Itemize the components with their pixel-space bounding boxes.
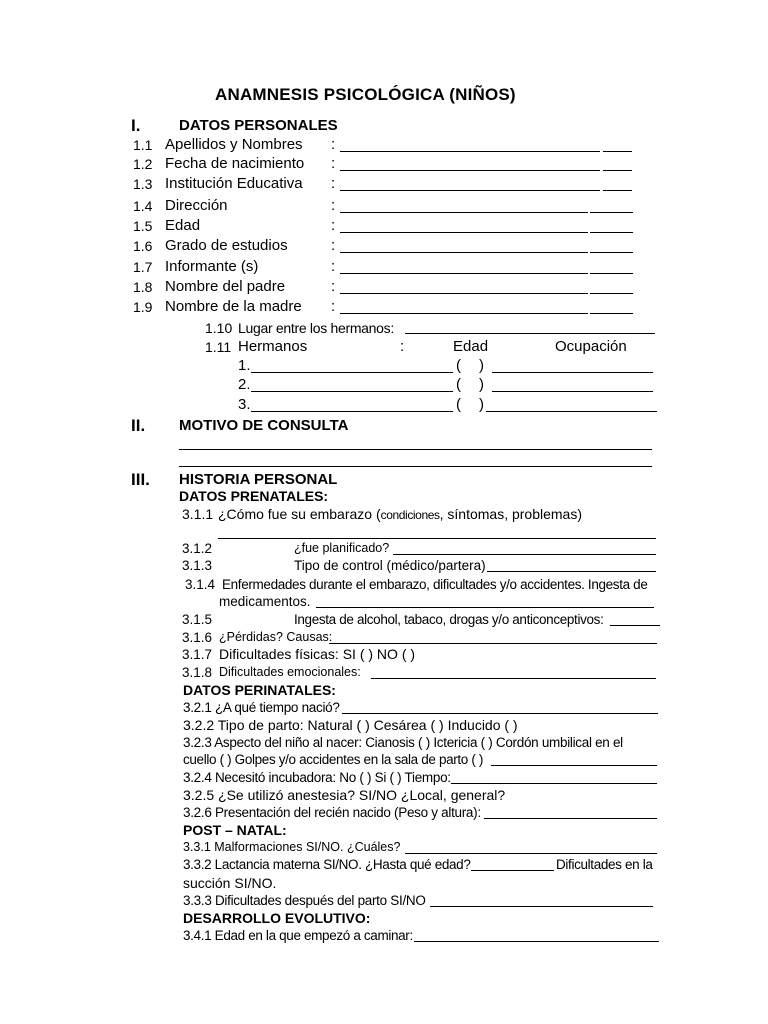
field-1-2-label: Fecha de nacimiento <box>165 155 305 172</box>
q-3-1-4-number: 3.1.4 <box>185 577 216 592</box>
desarrollo-heading: DESARROLLO EVOLUTIVO: <box>183 910 371 926</box>
sibling-row-2-occupation-line[interactable] <box>492 391 653 392</box>
field-1-6-label: Grado de estudios <box>165 237 288 254</box>
field-1-9-number: 1.9 <box>133 299 153 315</box>
field-1-3-input-line[interactable] <box>340 190 600 191</box>
paren-open: ( <box>456 396 461 413</box>
field-1-4-input-line[interactable] <box>340 212 588 213</box>
column-header-edad: Edad <box>453 338 489 355</box>
field-colon: : <box>331 217 336 234</box>
sibling-row-3-name-line[interactable] <box>251 411 453 412</box>
field-1-5-input-line[interactable] <box>340 232 588 233</box>
q-3-1-2-text: ¿fue planificado? <box>294 541 390 555</box>
q-3-3-2-text: 3.3.2 Lactancia materna SI/NO. ¿Hasta qué edad? <box>183 857 471 872</box>
field-1-8-label: Nombre del padre <box>165 278 286 295</box>
field-1-1-input-line[interactable] <box>340 151 600 152</box>
field-colon: : <box>331 258 336 275</box>
q-3-1-2-number: 3.1.2 <box>182 541 213 556</box>
field-1-5-input-line-end[interactable] <box>590 232 633 233</box>
q-3-1-5-answer-line[interactable] <box>610 625 660 626</box>
field-1-10-input-line[interactable] <box>405 333 655 334</box>
section-2-numeral: II. <box>131 416 146 435</box>
sibling-row-2-name-line[interactable] <box>251 391 453 392</box>
q-3-2-3-text: 3.2.3 Aspecto del niño al nacer: Cianosis ( ) Ictericia ( ) Cordón umbilical en el <box>183 735 623 750</box>
q-3-2-1-text: 3.2.1 ¿A qué tiempo nació? <box>183 700 340 715</box>
field-colon: : <box>331 155 336 172</box>
q-3-2-4-text: 3.2.4 Necesitó incubadora: No ( ) Si ( ) Tiempo: <box>183 770 451 785</box>
field-1-1-number: 1.1 <box>133 137 153 153</box>
section-2-heading: MOTIVO DE CONSULTA <box>179 417 349 434</box>
q-3-1-8-answer-line[interactable] <box>371 678 656 679</box>
q-3-3-1-answer-line[interactable] <box>405 853 657 854</box>
postnatal-heading: POST – NATAL: <box>183 822 287 838</box>
section-1-heading: DATOS PERSONALES <box>179 117 338 134</box>
q-3-3-2-text-cont: succión SI/NO. <box>183 875 277 891</box>
field-1-1-label: Apellidos y Nombres <box>165 136 303 153</box>
field-1-9-input-line[interactable] <box>340 313 588 314</box>
field-1-9-label: Nombre de la madre <box>165 298 302 315</box>
sibling-row-1-occupation-line[interactable] <box>492 372 653 373</box>
q-3-1-7-text: Dificultades físicas: SI ( ) NO ( ) <box>219 646 416 662</box>
paren-close: ) <box>479 396 484 413</box>
q-3-2-2-text: 3.2.2 Tipo de parto: Natural ( ) Cesárea ( ) Inducido ( ) <box>183 717 518 733</box>
paren-close: ) <box>479 357 484 374</box>
section-1-numeral: I. <box>131 116 141 135</box>
field-colon: : <box>400 338 405 355</box>
q-3-1-8-number: 3.1.8 <box>182 665 213 680</box>
section-3-heading: HISTORIA PERSONAL <box>179 471 338 488</box>
q-3-1-4-text: Enfermedades durante el embarazo, dificultades y/o accidentes. Ingesta de <box>222 577 648 592</box>
field-1-8-number: 1.8 <box>133 279 153 295</box>
q-3-1-4-text-cont: medicamentos. <box>219 594 311 609</box>
q-3-2-4-answer-line[interactable] <box>451 783 657 784</box>
q-3-2-6-answer-line[interactable] <box>484 818 657 819</box>
motivo-consulta-line-1[interactable] <box>179 449 652 450</box>
field-1-6-input-line[interactable] <box>340 252 588 253</box>
q-3-1-1-answer-line[interactable] <box>218 538 656 539</box>
q-3-2-1-answer-line[interactable] <box>342 713 658 714</box>
q-3-3-2-answer-line[interactable] <box>471 870 554 871</box>
q-3-3-1-text: 3.3.1 Malformaciones SI/NO. ¿Cuáles? <box>183 840 401 854</box>
q-3-1-7-number: 3.1.7 <box>182 647 213 662</box>
q-3-1-8-text: Dificultades emocionales: <box>219 665 361 679</box>
sibling-row-3-occupation-line[interactable] <box>486 411 657 412</box>
field-colon: : <box>331 136 336 153</box>
q-3-1-3-text: Tipo de control (médico/partera) <box>294 558 486 573</box>
paren-open: ( <box>456 376 461 393</box>
q-3-1-4-answer-line[interactable] <box>316 607 654 608</box>
paren-close: ) <box>479 376 484 393</box>
field-1-4-input-line-end[interactable] <box>590 212 633 213</box>
q-3-1-1-text-c: , síntomas, problemas) <box>439 506 582 522</box>
q-3-1-6-answer-line[interactable] <box>329 643 657 644</box>
sibling-row-1-name-line[interactable] <box>251 372 453 373</box>
field-colon: : <box>331 175 336 192</box>
q-3-1-6-number: 3.1.6 <box>182 630 213 645</box>
q-3-3-3-text: 3.3.3 Dificultades después del parto SI/NO <box>183 893 426 908</box>
field-colon: : <box>331 237 336 254</box>
q-3-2-3-answer-line[interactable] <box>491 765 657 766</box>
field-1-6-number: 1.6 <box>133 238 153 254</box>
q-3-1-1-text-b: condiciones <box>380 508 440 522</box>
q-3-1-5-text: Ingesta de alcohol, tabaco, drogas y/o anticonceptivos: <box>294 612 604 627</box>
field-1-3-number: 1.3 <box>133 176 153 192</box>
field-1-1-input-line-end[interactable] <box>603 151 632 152</box>
field-1-10-number: 1.10 <box>205 320 233 336</box>
field-1-7-number: 1.7 <box>133 259 153 275</box>
q-3-1-6-text: ¿Pérdidas? Causas: <box>219 630 333 644</box>
field-1-4-number: 1.4 <box>133 198 153 214</box>
sibling-row-2-number: 2. <box>238 376 251 393</box>
q-3-1-2-answer-line[interactable] <box>393 554 656 555</box>
field-1-7-input-line-end[interactable] <box>590 273 633 274</box>
field-colon: : <box>331 298 336 315</box>
q-3-2-6-text: 3.2.6 Presentación del recién nacido (Peso y altura): <box>183 805 481 820</box>
field-1-7-label: Informante (s) <box>165 258 259 275</box>
q-3-2-5-text: 3.2.5 ¿Se utilizó anestesia? SI/NO ¿Local, general? <box>183 787 506 803</box>
field-1-5-number: 1.5 <box>133 218 153 234</box>
field-1-9-input-line-end[interactable] <box>590 313 633 314</box>
field-1-11-label: Hermanos <box>238 338 308 355</box>
section-3-numeral: III. <box>131 470 150 489</box>
field-1-10-label: Lugar entre los hermanos: <box>238 320 394 336</box>
q-3-1-1-text-a: ¿Cómo fue su embarazo ( <box>218 506 381 522</box>
field-1-11-number: 1.11 <box>205 339 232 355</box>
perinatal-heading: DATOS PERINATALES: <box>183 682 336 698</box>
field-1-7-input-line[interactable] <box>340 273 588 274</box>
q-3-1-1-number: 3.1.1 <box>182 506 214 522</box>
q-3-1-5-number: 3.1.5 <box>182 612 213 627</box>
field-1-6-input-line-end[interactable] <box>590 252 633 253</box>
field-1-4-label: Dirección <box>165 197 228 214</box>
prenatal-heading: DATOS PRENATALES: <box>179 488 329 504</box>
q-3-4-1-answer-line[interactable] <box>414 941 659 942</box>
q-3-1-1-text <box>218 506 582 522</box>
field-1-3-label: Institución Educativa <box>165 175 303 192</box>
q-3-3-3-answer-line[interactable] <box>430 906 653 907</box>
motivo-consulta-line-2[interactable] <box>179 466 652 467</box>
q-3-4-1-text: 3.4.1 Edad en la que empezó a caminar: <box>183 928 413 943</box>
field-1-2-input-line[interactable] <box>340 170 600 171</box>
field-1-3-input-line-end[interactable] <box>603 190 632 191</box>
q-3-2-3-text-cont: cuello ( ) Golpes y/o accidentes en la sala de parto ( ) <box>183 752 484 767</box>
field-colon: : <box>331 197 336 214</box>
q-3-1-3-answer-line[interactable] <box>487 571 656 572</box>
sibling-row-1-number: 1. <box>238 357 251 374</box>
field-colon: : <box>331 278 336 295</box>
column-header-ocupacion: Ocupación <box>555 338 627 355</box>
field-1-2-number: 1.2 <box>133 156 153 172</box>
field-1-5-label: Edad <box>165 217 201 234</box>
q-3-3-2-text-b: Dificultades en la <box>556 857 653 872</box>
q-3-1-3-number: 3.1.3 <box>182 558 213 573</box>
sibling-row-3-number: 3. <box>238 396 251 413</box>
page-title: ANAMNESIS PSICOLÓGICA (NIÑOS) <box>215 85 516 104</box>
paren-open: ( <box>456 357 461 374</box>
field-1-8-input-line-end[interactable] <box>590 293 633 294</box>
field-1-8-input-line[interactable] <box>340 293 588 294</box>
field-1-2-input-line-end[interactable] <box>603 170 632 171</box>
